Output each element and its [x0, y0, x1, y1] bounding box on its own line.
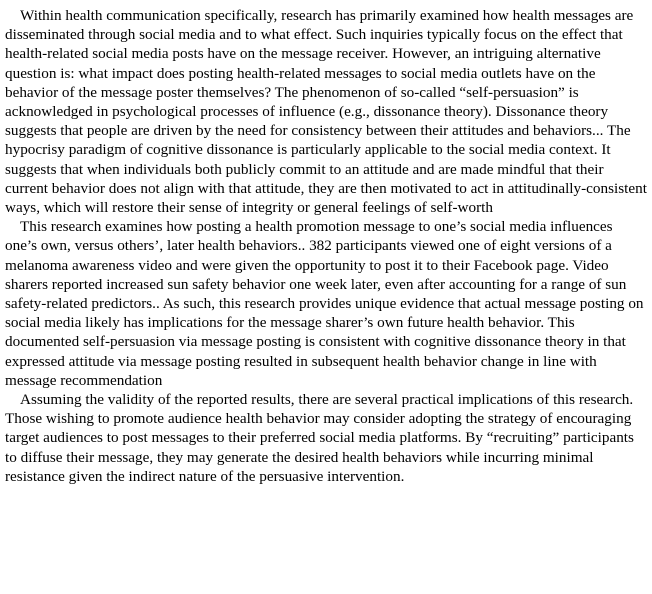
paragraph-practical-implications: Assuming the validity of the reported results, there are several practical implications of this research. Those wishing to promote audience health behavior may consider adopting the strategy of encouraging target audiences to post messages to their preferred social media platforms. By “recruiting” participants to diffuse their message, they may generate the desired health behaviors while incurring minimal resistance given the indirect nature of the persuasive intervention.	[5, 391, 634, 485]
paragraph-study-findings: This research examines how posting a health promotion message to one’s social media influences one’s own, versus others’, later health behaviors.. 382 participants viewed one of eight versions of a melanoma awareness video and were given the opportunity to post it to their Facebook page. Video sharers reported increased sun safety behavior one week later, even after accounting for a range of sun safety-related predictors.. As such, this research provides unique evidence that actual message posting on social media likely has implications for the message sharer’s own future health behavior. This documented self-persuasion via message posting is consistent with cognitive dissonance theory in that expressed attitude via message posting resulted in subsequent health behavior change in line with message recommendation	[5, 218, 644, 389]
paragraph-self-persuasion-background: Within health communication specifically, research has primarily examined how health messages are disseminated through social media and to what effect. Such inquiries typically focus on the effect that health-related social media posts have on the message receiver. However, an intriguing alternative question is: what impact does posting health-related messages to social media outlets have on the behavior of the message poster themselves? The phenomenon of so-called “self-persuasion” is acknowledged in psychological processes of influence (e.g., dissonance theory). Dissonance theory suggests that people are driven by the need for consistency between their attitudes and behaviors... The hypocrisy paradigm of cognitive dissonance is particularly applicable to the social media context. It suggests that when individuals both publicly commit to an attitude and are made mindful that their current behavior does not align with that attitude, they are then motivated to act in attitudinally-consistent ways, which will restore their sense of integrity or general feelings of self-worth	[5, 7, 647, 217]
